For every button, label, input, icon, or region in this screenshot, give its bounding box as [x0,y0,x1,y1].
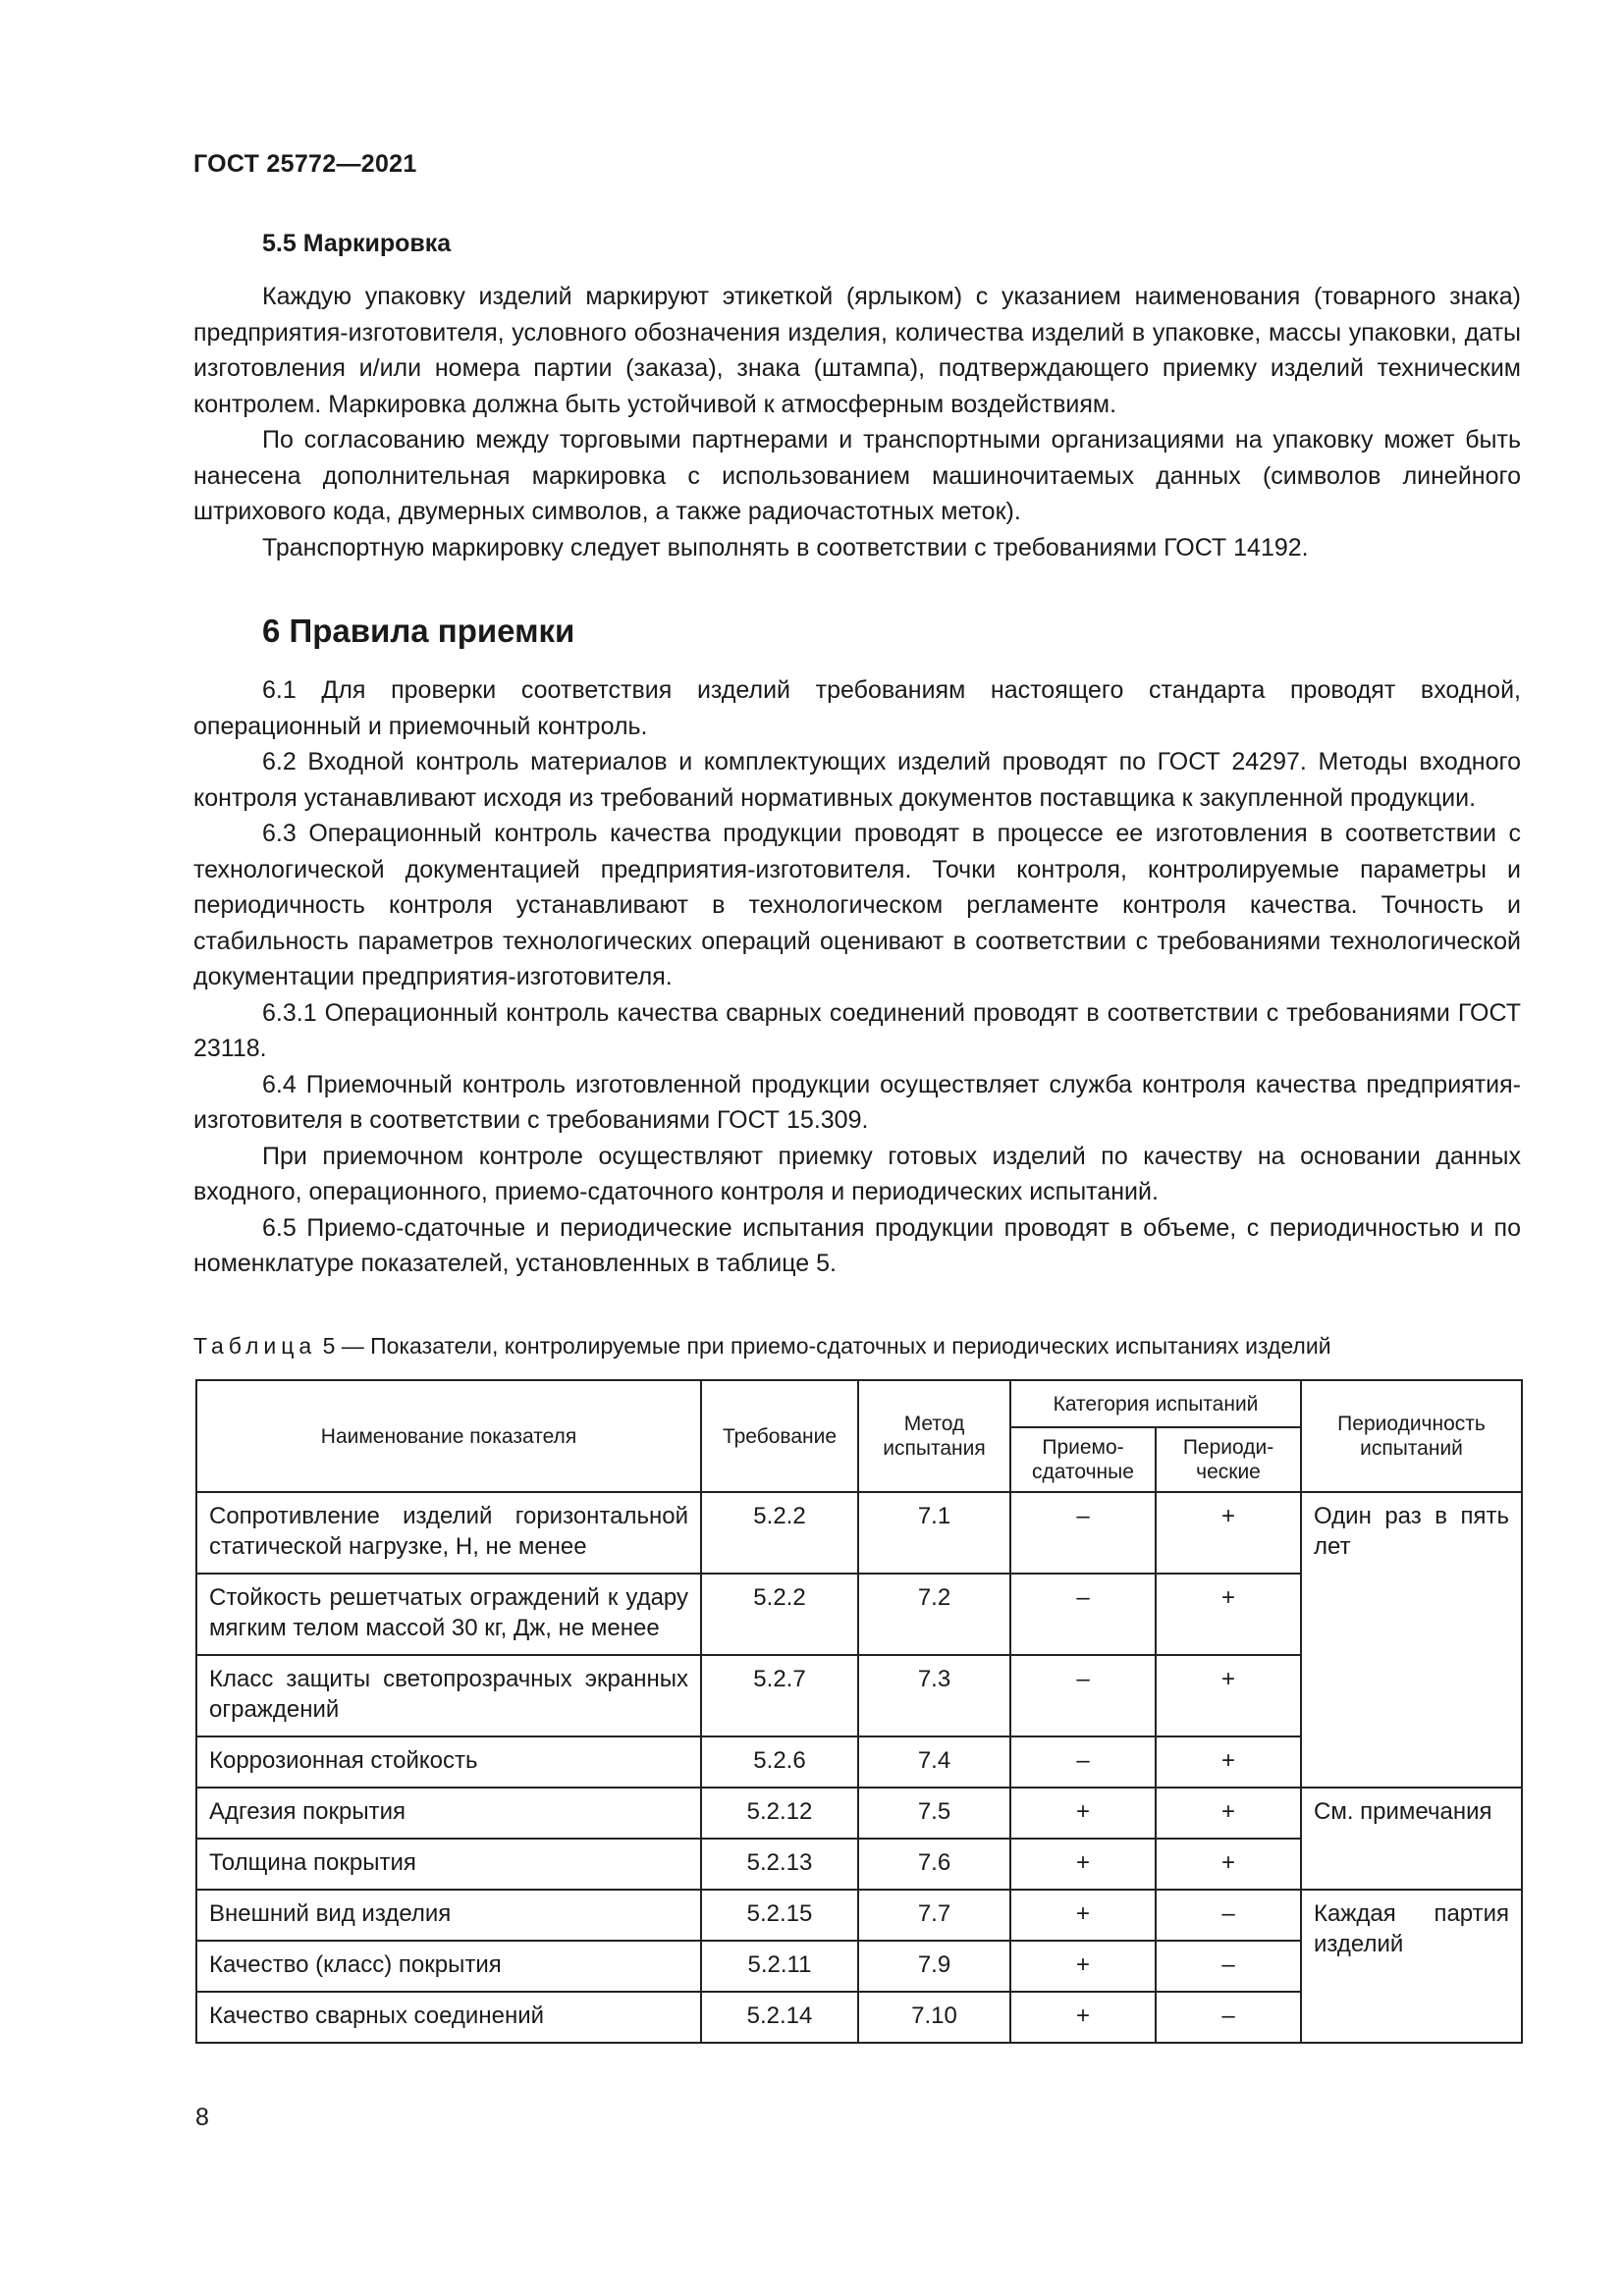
paragraph: 6.1 Для проверки соответствия изделий требованиям настоящего стандарта проводят входной, операционный и приемочный контроль. [193,676,1521,740]
cell-name: Внешний вид изделия [196,1890,701,1941]
cell-acceptance: – [1010,1574,1156,1655]
section-5-5-heading: 5.5 Маркировка [262,230,452,257]
cell-acceptance: + [1010,1788,1156,1839]
cell-periodicity: Один раз в пять лет [1301,1492,1522,1788]
cell-acceptance: + [1010,1992,1156,2043]
cell-acceptance: – [1010,1655,1156,1736]
cell-periodic: + [1156,1655,1301,1736]
table-row [196,1492,1522,1574]
table-caption [193,1333,1331,1360]
paragraph: По согласованию между торговыми партнерами и транспортными организациями на упаковку может быть нанесена дополнительная маркировка с использованием машиночитаемых данных (символов линейного штрихового кода, двумерных символов, а также радиочастотных меток). [193,426,1521,525]
cell-periodicity: Каждая партия изделий [1301,1890,1522,2043]
document-code: ГОСТ 25772—2021 [193,150,417,178]
cell-method: 7.10 [858,1992,1010,2043]
cell-name: Качество (класс) покрытия [196,1941,701,1992]
cell-periodic: – [1156,1992,1301,2043]
header-acceptance: Приемо-сдаточные [1010,1427,1156,1492]
paragraph: 6.5 Приемо-сдаточные и периодические испытания продукции проводят в объеме, с периодичностью и по номенклатуре показателей, установленных в таблице 5. [193,1213,1521,1277]
cell-requirement: 5.2.14 [701,1992,858,2043]
cell-periodic: – [1156,1890,1301,1941]
header-periodic: Периоди-ческие [1156,1427,1301,1492]
header-requirement: Требование [701,1380,858,1492]
cell-acceptance: + [1010,1941,1156,1992]
cell-method: 7.2 [858,1574,1010,1655]
header-category: Категория испытаний [1010,1380,1301,1427]
cell-name: Коррозионная стойкость [196,1736,701,1788]
table-caption-text: 5 — Показатели, контролируемые при приемо-сдаточных и периодических испытаниях изделий [316,1333,1331,1359]
indicators-table [195,1379,1523,2044]
section-5-5-body [193,279,1521,565]
cell-name: Толщина покрытия [196,1839,701,1890]
header-name: Наименование показателя [196,1380,701,1492]
cell-periodic: + [1156,1839,1301,1890]
cell-periodic: – [1156,1941,1301,1992]
section-6-heading: 6 Правила приемки [262,613,575,649]
cell-acceptance: – [1010,1492,1156,1574]
cell-method: 7.9 [858,1941,1010,1992]
cell-periodic: + [1156,1788,1301,1839]
cell-name: Адгезия покрытия [196,1788,701,1839]
cell-periodic: + [1156,1574,1301,1655]
cell-requirement: 5.2.7 [701,1655,858,1736]
cell-requirement: 5.2.12 [701,1788,858,1839]
cell-method: 7.1 [858,1492,1010,1574]
table-row [196,1890,1522,1941]
cell-acceptance: – [1010,1736,1156,1788]
cell-requirement: 5.2.11 [701,1941,858,1992]
paragraph: Каждую упаковку изделий маркируют этикеткой (ярлыком) с указанием наименования (товарного знака) предприятия-изготовителя, условного обозначения изделия, количества изделий в упаковке, массы упаковки, даты изготовления и/или номера партии (заказа), знака (штампа), подтверждающего приемку изделий техническим контролем. Маркировка должна быть устойчивой к атмосферным воздействиям. [193,283,1521,418]
header-method: Метод испытания [858,1380,1010,1492]
cell-method: 7.6 [858,1839,1010,1890]
cell-requirement: 5.2.2 [701,1574,858,1655]
cell-periodic: + [1156,1492,1301,1574]
cell-requirement: 5.2.15 [701,1890,858,1941]
cell-name: Стойкость решетчатых ограждений к удару мягким телом массой 30 кг, Дж, не менее [196,1574,701,1655]
cell-periodicity: См. примечания [1301,1788,1522,1890]
cell-requirement: 5.2.6 [701,1736,858,1788]
paragraph: 6.3 Операционный контроль качества продукции проводят в процессе ее изготовления в соответствии с технологической документацией предприятия-изготовителя. Точки контроля, контролируемые параметры и периодичность контроля устанавливают в технологическом регламенте контроля качества. Точность и стабильность параметров технологических операций оценивают в соответствии с требованиями технологической документации предприятия-изготовителя. [193,820,1521,990]
cell-method: 7.3 [858,1655,1010,1736]
cell-requirement: 5.2.13 [701,1839,858,1890]
section-6-body [193,672,1521,1282]
cell-name: Сопротивление изделий горизонтальной статической нагрузке, Н, не менее [196,1492,701,1574]
table-row [196,1788,1522,1839]
paragraph: 6.4 Приемочный контроль изготовленной продукции осуществляет служба контроля качества предприятия-изготовителя в соответствии с требованиями ГОСТ 15.309. [193,1070,1521,1134]
header-periodicity: Периодичность испытаний [1301,1380,1522,1492]
cell-requirement: 5.2.2 [701,1492,858,1574]
cell-method: 7.5 [858,1788,1010,1839]
paragraph: 6.2 Входной контроль материалов и комплектующих изделий проводят по ГОСТ 24297. Методы входного контроля устанавливают исходя из требований нормативных документов поставщика к закупленной продукции. [193,748,1521,812]
table-caption-label: Таблица [193,1333,317,1359]
cell-acceptance: + [1010,1839,1156,1890]
cell-name: Качество сварных соединений [196,1992,701,2043]
cell-periodic: + [1156,1736,1301,1788]
cell-method: 7.4 [858,1736,1010,1788]
cell-method: 7.7 [858,1890,1010,1941]
page-number: 8 [195,2104,209,2131]
paragraph: 6.3.1 Операционный контроль качества сварных соединений проводят в соответствии с требованиями ГОСТ 23118. [193,998,1521,1062]
paragraph: Транспортную маркировку следует выполнять в соответствии с требованиями ГОСТ 14192. [262,533,1309,561]
paragraph: При приемочном контроле осуществляют приемку готовых изделий по качеству на основании данных входного, операционного, приемо-сдаточного контроля и периодических испытаний. [193,1142,1521,1205]
cell-acceptance: + [1010,1890,1156,1941]
cell-name: Класс защиты светопрозрачных экранных ограждений [196,1655,701,1736]
